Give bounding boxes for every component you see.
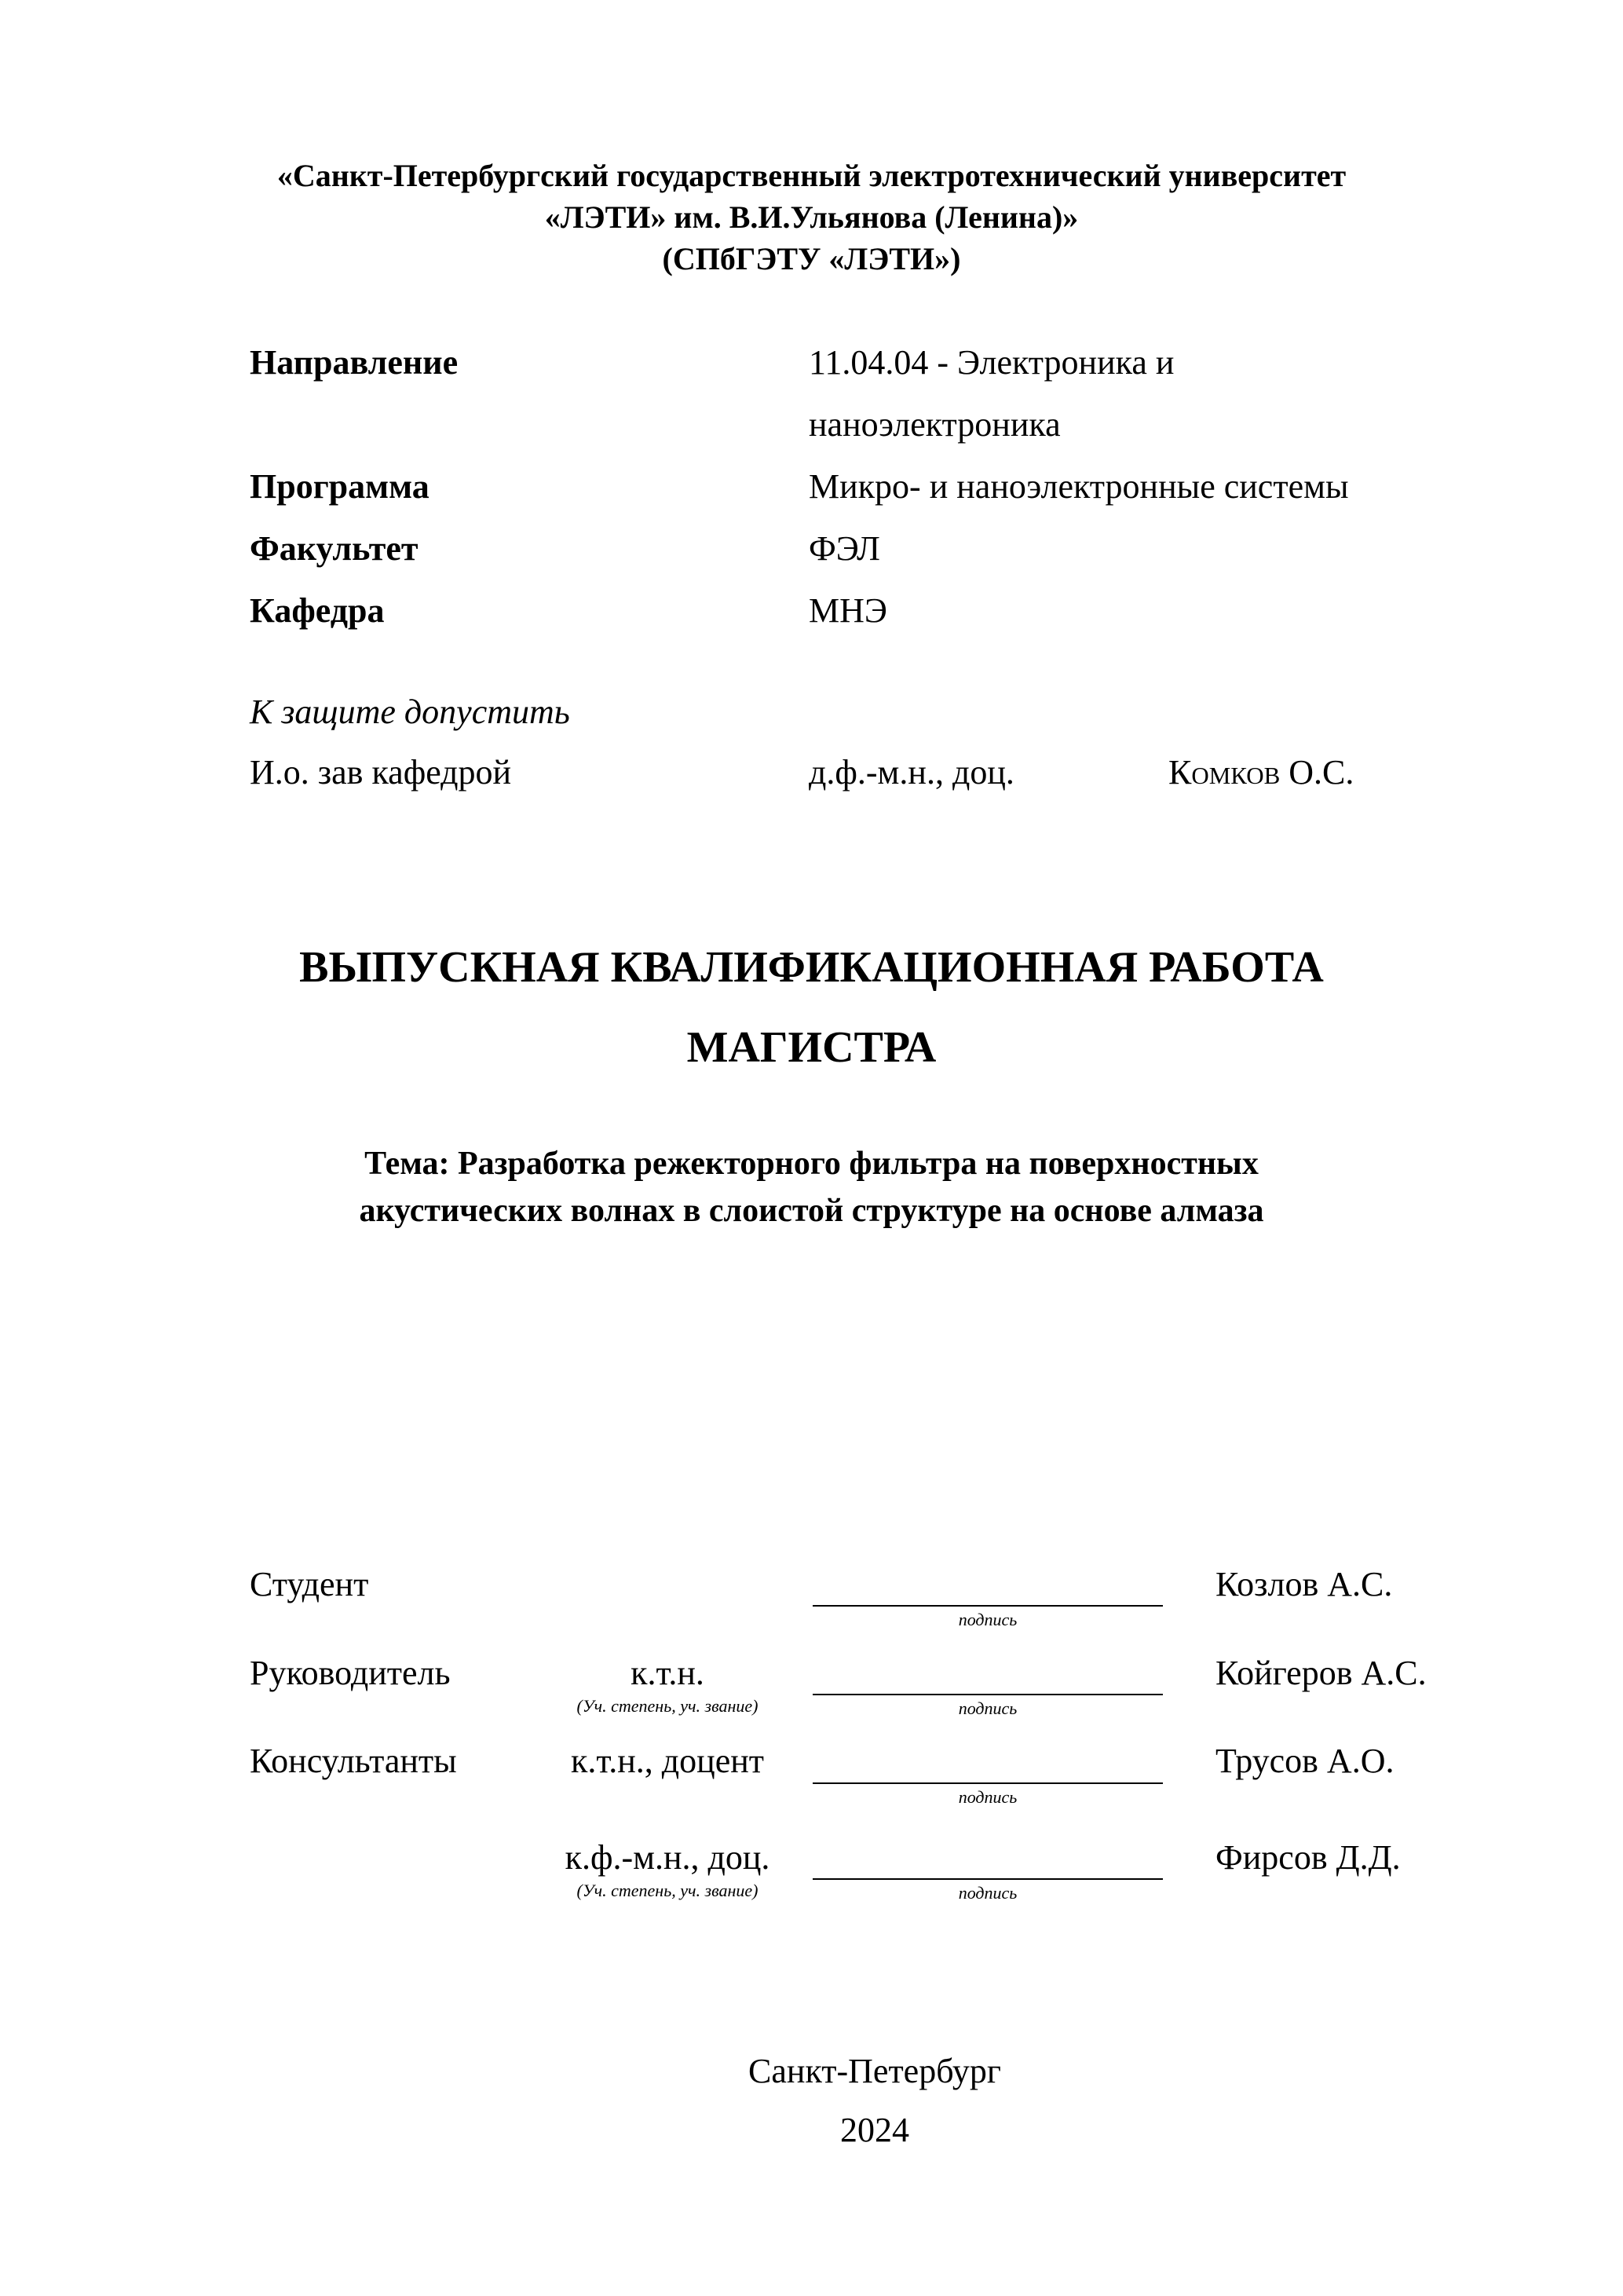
info-value-direction-cont: наноэлектроника — [809, 405, 1061, 444]
signature-role-supervisor: Руководитель — [250, 1654, 451, 1692]
info-value-faculty: ФЭЛ — [809, 529, 880, 568]
info-label-department: Кафедра — [250, 591, 385, 630]
info-value-direction: 11.04.04 - Электроника и — [809, 343, 1175, 382]
signature-name-student: Козлов А.С. — [1215, 1565, 1393, 1603]
info-label-program: Программа — [250, 467, 430, 506]
topic-line1: Тема: Разработка режекторного фильтра на поверхностных — [364, 1146, 1259, 1182]
info-value-program: Микро- и наноэлектронные системы — [809, 467, 1349, 506]
document-title-line2: МАГИСТРА — [686, 1023, 937, 1072]
signature-role-student: Студент — [250, 1565, 369, 1603]
admission-heading: К защите допустить — [250, 693, 570, 731]
footer-city: Санкт-Петербург — [748, 2052, 1001, 2090]
info-label-faculty: Факультет — [250, 529, 419, 568]
degree-caption: (Уч. степень, уч. звание) — [576, 1696, 758, 1716]
signature-name-consultant1: Трусов А.О. — [1215, 1742, 1395, 1780]
info-value-department: МНЭ — [809, 591, 887, 630]
signature-line — [813, 1605, 1163, 1607]
info-label-direction: Направление — [250, 343, 459, 382]
university-name-line2: «ЛЭТИ» им. В.И.Ульянова (Ленина)» — [544, 199, 1079, 235]
signature-degree-supervisor: к.т.н. — [631, 1654, 704, 1692]
university-abbreviation: (СПбГЭТУ «ЛЭТИ») — [662, 241, 961, 276]
degree-caption: (Уч. степень, уч. звание) — [576, 1881, 758, 1900]
footer-year: 2024 — [840, 2111, 909, 2149]
document-title-line1: ВЫПУСКНАЯ КВАЛИФИКАЦИОННАЯ РАБОТА — [299, 943, 1324, 992]
signature-name-consultant2: Фирсов Д.Д. — [1215, 1838, 1401, 1877]
signature-degree-consultant1: к.т.н., доцент — [570, 1742, 765, 1780]
signature-caption: подпись — [958, 1787, 1018, 1807]
signature-role-consultants: Консультанты — [250, 1742, 457, 1780]
signature-name-supervisor: Койгеров А.С. — [1215, 1654, 1427, 1692]
admission-degree: д.ф.-м.н., доц. — [809, 753, 1014, 792]
admission-role: И.о. зав кафедрой — [250, 753, 512, 792]
university-name-line1: «Санкт-Петербургский государственный электротехнический университет — [276, 158, 1347, 193]
topic-line2: акустических волнах в слоистой структуре на основе алмаза — [359, 1193, 1264, 1229]
signature-caption: подпись — [958, 1698, 1018, 1718]
signature-degree-consultant2: к.ф.-м.н., доц. — [565, 1838, 770, 1877]
signature-line — [813, 1694, 1163, 1695]
signature-line — [813, 1878, 1163, 1880]
signature-caption: подпись — [958, 1610, 1018, 1629]
signature-line — [813, 1782, 1163, 1784]
admission-name: Комков О.С. — [1168, 753, 1354, 792]
signature-caption: подпись — [958, 1883, 1018, 1903]
